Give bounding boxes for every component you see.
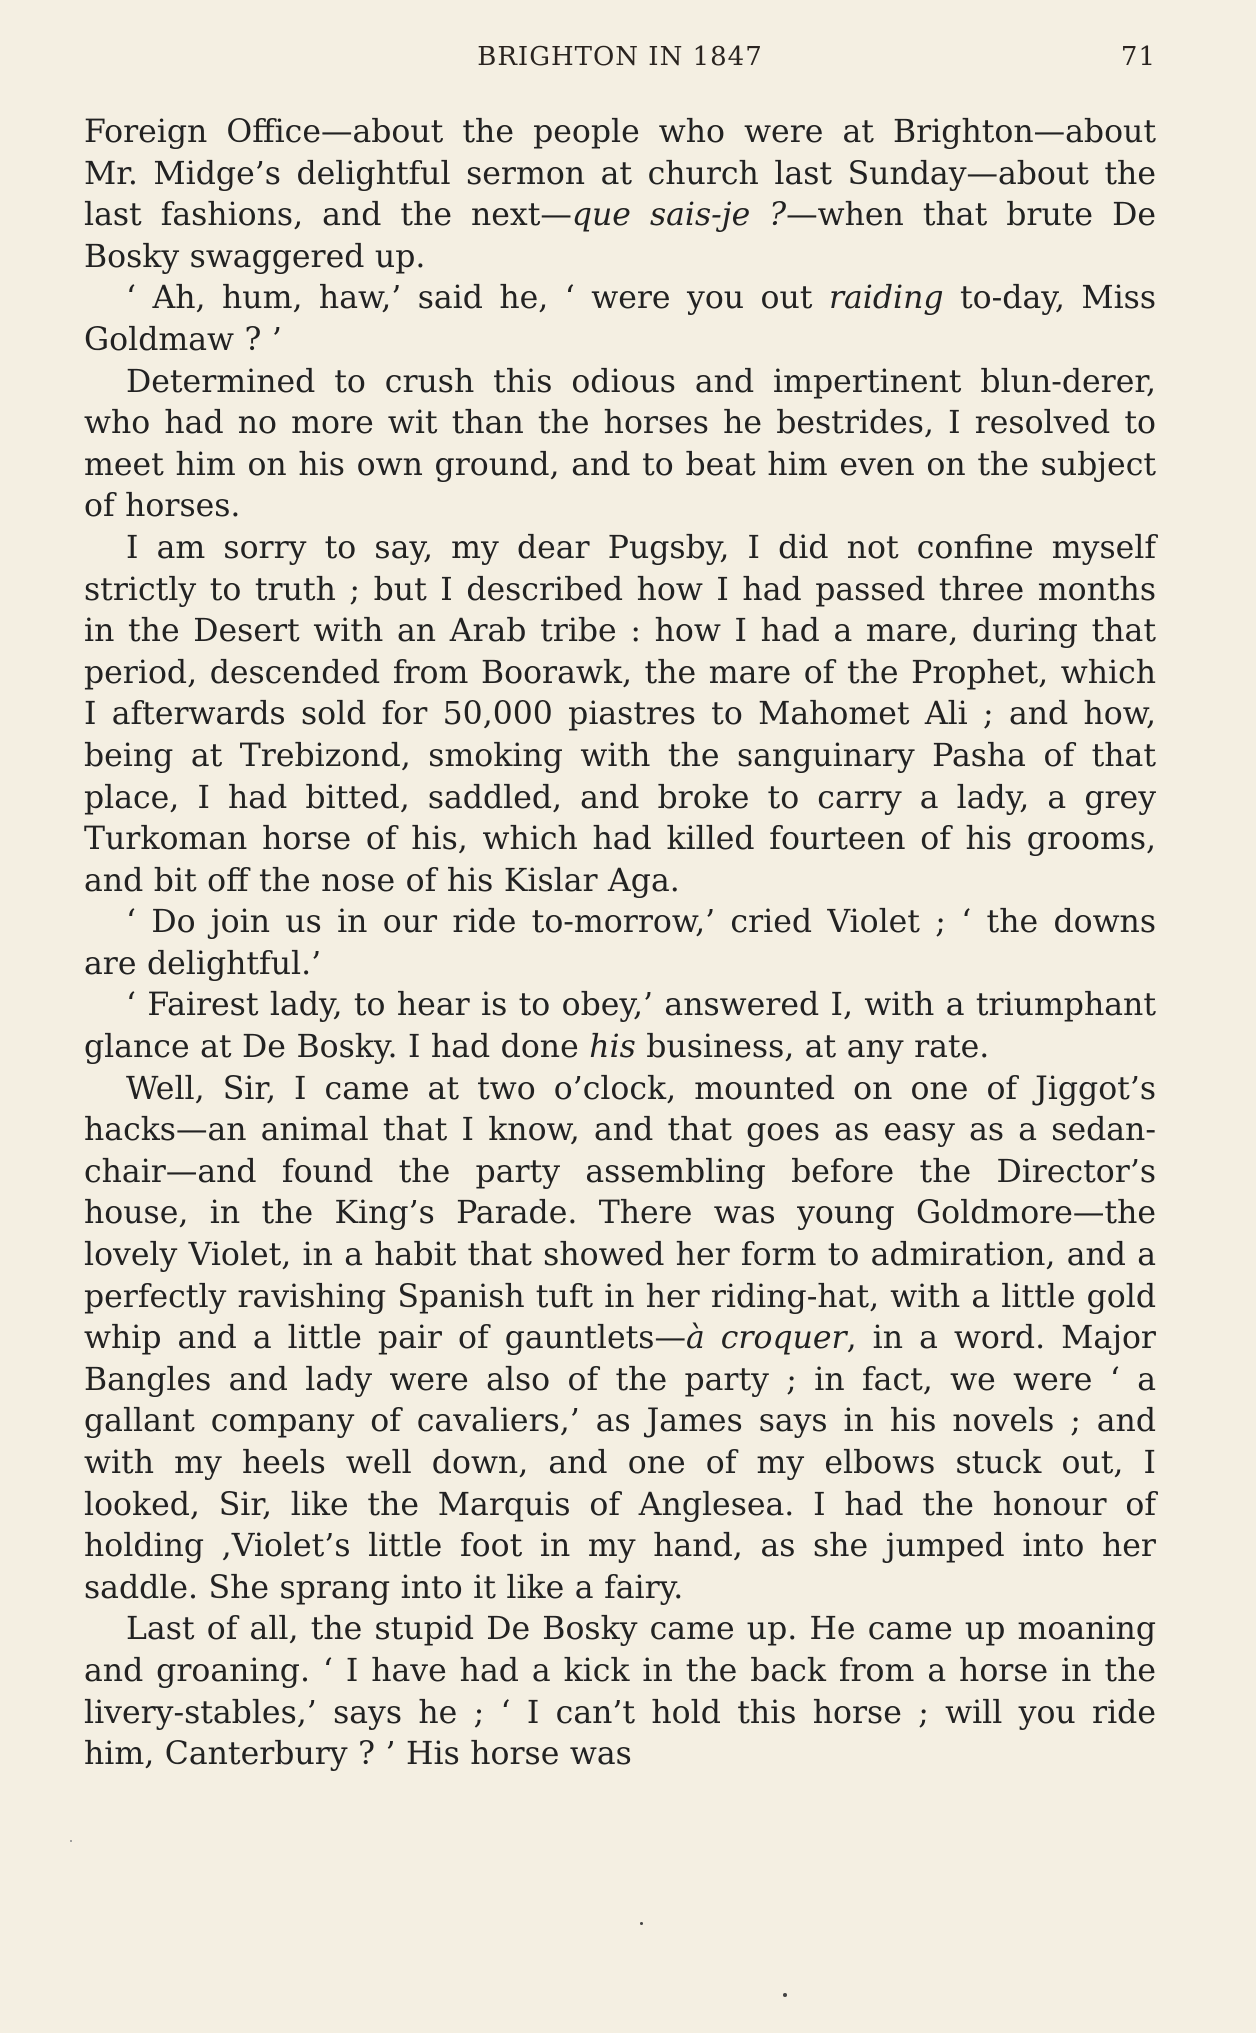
paragraph	[84, 278, 1156, 361]
italic-text: à croquer	[685, 1320, 847, 1357]
paragraph	[84, 528, 1156, 902]
text-run: Foreign Office—about the people who were at Brighton—about Mr. Midge’s delightful sermon at church last Sunday—about the last fashions, and the next—	[84, 114, 1156, 234]
print-speck	[640, 1922, 643, 1925]
text-run: Last of all, the stupid De Bosky came up. He came up moaning and groaning. ‘ I have had a kick in the back from a horse in the livery-stables,’ says he ; ‘ I can’t hold this horse ; will you ride him, Canterbury ? ’ His horse was	[84, 1611, 1156, 1773]
text-run: ‘ Fairest lady, to hear is to obey,’ answered I, with a triumphant glance at De Bosky. I had done	[84, 987, 1156, 1066]
text-run: Determined to crush this odious and impertinent blun-derer, who had no more wit than the horses he bestrides, I resolved to meet him on his own ground, and to beat him even on the subject of horses.	[84, 363, 1156, 525]
text-run: Well, Sir, I came at two o’clock, mounted on one of Jiggot’s hacks—an animal that I know, and that goes as easy as a sedan-chair—and found the party assembling before the Director’s house, in the King’s Parade. There was young Goldmore—the lovely Violet, in a habit that showed her form to admiration, and a perfectly ravishing Spanish tuft in her riding-hat, with a little gold whip and a little pair of gauntlets—	[84, 1070, 1156, 1357]
paragraph	[84, 1069, 1156, 1610]
print-speck	[70, 1840, 72, 1842]
paragraph	[84, 985, 1156, 1068]
text-run: ‘ Do join us in our ride to-morrow,’ cried Violet ; ‘ the downs are delightful.’	[84, 904, 1156, 982]
italic-text: his	[589, 1029, 636, 1066]
text-run: , in a word. Major Bangles and lady were also of the party ; in fact, we were ‘ a gallant company of cavaliers,’ as James says in his novels ; and with my heels well down, and one of my elbows stuck out, I looked, Sir, like the Marquis of Anglesea. I had the honour of holding ,Violet’s little foot in my hand, as she jumped into her saddle. She sprang into it like a fairy.	[84, 1320, 1156, 1606]
paragraph	[84, 112, 1156, 278]
paragraph	[84, 1609, 1156, 1775]
paragraph	[84, 902, 1156, 985]
text-run: to-day, Miss Goldmaw ? ’	[84, 280, 1156, 358]
page-number: 71	[1120, 42, 1156, 72]
text-run: —when that brute De Bosky swaggered up.	[84, 197, 1156, 275]
text-run: I am sorry to say, my dear Pugsby, I did not confine myself strictly to truth ; but I described how I had passed three months in the Desert with an Arab tribe : how I had a mare, during that period, descended from Boorawk, the mare of the Prophet, which I afterwards sold for 50,000 piastres to Mahomet Ali ; and how, being at Trebizond, smoking with the sanguinary Pasha of that place, I had bitted, saddled, and broke to carry a lady, a grey Turkoman horse of his, which had killed fourteen of his grooms, and bit off the nose of his Kislar Aga.	[84, 529, 1156, 899]
text-run: business, at any rate.	[635, 1029, 990, 1066]
print-speck	[783, 1993, 787, 1997]
running-title: BRIGHTON IN 1847	[477, 42, 763, 72]
italic-text: que sais-je ?	[571, 197, 787, 234]
text-run: ‘ Ah, hum, haw,’ said he, ‘ were you out	[126, 280, 829, 317]
paragraph	[84, 362, 1156, 528]
italic-text: raiding	[828, 280, 944, 317]
running-head	[84, 38, 1156, 82]
body-text	[84, 112, 1156, 1776]
